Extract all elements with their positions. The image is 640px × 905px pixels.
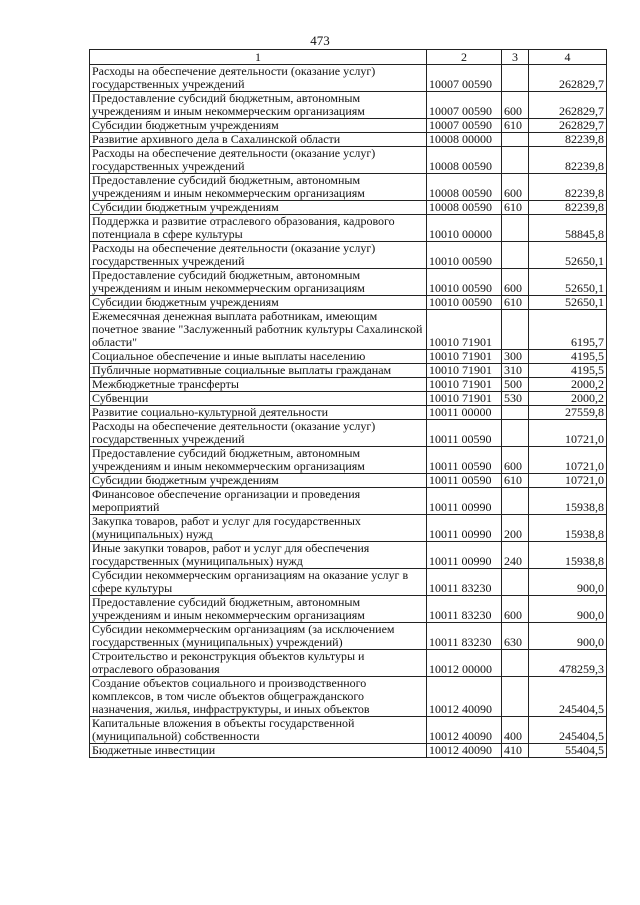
- row-type-cell: [502, 310, 529, 350]
- row-amount-cell: 82239,8: [529, 201, 607, 215]
- table-row: [90, 488, 607, 515]
- row-amount-cell: 4195,5: [529, 350, 607, 364]
- table-row: [90, 215, 607, 242]
- table-row: [90, 296, 607, 310]
- row-type-cell: 400: [502, 717, 529, 744]
- row-code-cell: 10007 00590: [427, 119, 502, 133]
- table-row: [90, 623, 607, 650]
- row-type-cell: 200: [502, 515, 529, 542]
- table-body: [90, 65, 607, 758]
- row-name-cell: Субсидии бюджетным учреждениям: [90, 119, 427, 133]
- row-type-cell: 600: [502, 269, 529, 296]
- table-row: [90, 364, 607, 378]
- row-amount-cell: 52650,1: [529, 269, 607, 296]
- row-code-cell: 10011 00000: [427, 406, 502, 420]
- row-type-cell: 410: [502, 744, 529, 758]
- header-col-1: 1: [90, 50, 427, 65]
- table-row: [90, 174, 607, 201]
- row-amount-cell: 52650,1: [529, 296, 607, 310]
- table-row: [90, 65, 607, 92]
- row-code-cell: 10010 00590: [427, 242, 502, 269]
- table-row: [90, 269, 607, 296]
- row-name-cell: Развитие социально-культурной деятельности: [90, 406, 427, 420]
- row-type-cell: [502, 488, 529, 515]
- header-col-4: 4: [529, 50, 607, 65]
- header-col-2: 2: [427, 50, 502, 65]
- row-name-cell: Межбюджетные трансферты: [90, 378, 427, 392]
- row-amount-cell: 10721,0: [529, 474, 607, 488]
- table-row: [90, 542, 607, 569]
- row-name-cell: Субсидии некоммерческим организациям на оказание услуг в сфере культуры: [90, 569, 427, 596]
- table-row: [90, 447, 607, 474]
- row-name-cell: Публичные нормативные социальные выплаты гражданам: [90, 364, 427, 378]
- row-type-cell: [502, 650, 529, 677]
- row-name-cell: Расходы на обеспечение деятельности (оказание услуг) государственных учреждений: [90, 147, 427, 174]
- row-type-cell: [502, 147, 529, 174]
- table-row: [90, 119, 607, 133]
- budget-table: [89, 49, 607, 758]
- row-name-cell: Предоставление субсидий бюджетным, автономным учреждениям и иным некоммерческим организациям: [90, 269, 427, 296]
- row-code-cell: 10010 71901: [427, 364, 502, 378]
- row-type-cell: [502, 242, 529, 269]
- row-amount-cell: 27559,8: [529, 406, 607, 420]
- row-amount-cell: 15938,8: [529, 515, 607, 542]
- row-amount-cell: 262829,7: [529, 65, 607, 92]
- row-type-cell: 610: [502, 296, 529, 310]
- row-name-cell: Финансовое обеспечение организации и проведения мероприятий: [90, 488, 427, 515]
- table-row: [90, 744, 607, 758]
- row-name-cell: Ежемесячная денежная выплата работникам, имеющим почетное звание "Заслуженный работник культуры Сахалинской области": [90, 310, 427, 350]
- row-name-cell: Бюджетные инвестиции: [90, 744, 427, 758]
- row-code-cell: 10007 00590: [427, 92, 502, 119]
- row-code-cell: 10007 00590: [427, 65, 502, 92]
- row-amount-cell: 82239,8: [529, 147, 607, 174]
- table-row: [90, 596, 607, 623]
- row-code-cell: 10012 00000: [427, 650, 502, 677]
- row-name-cell: Социальное обеспечение и иные выплаты населению: [90, 350, 427, 364]
- row-name-cell: Развитие архивного дела в Сахалинской области: [90, 133, 427, 147]
- row-type-cell: [502, 133, 529, 147]
- row-type-cell: [502, 65, 529, 92]
- row-name-cell: Субсидии бюджетным учреждениям: [90, 296, 427, 310]
- table-row: [90, 310, 607, 350]
- page-number: 473: [310, 33, 330, 48]
- table-row: [90, 677, 607, 717]
- table-row: [90, 378, 607, 392]
- row-name-cell: Субсидии некоммерческим организациям (за исключением государственных (муниципальных) учреждений): [90, 623, 427, 650]
- row-code-cell: 10010 71901: [427, 350, 502, 364]
- row-name-cell: Поддержка и развитие отраслевого образования, кадрового потенциала в сфере культуры: [90, 215, 427, 242]
- row-amount-cell: 55404,5: [529, 744, 607, 758]
- table-row: [90, 515, 607, 542]
- row-code-cell: 10010 71901: [427, 310, 502, 350]
- row-amount-cell: 900,0: [529, 623, 607, 650]
- row-amount-cell: 82239,8: [529, 174, 607, 201]
- row-name-cell: Расходы на обеспечение деятельности (оказание услуг) государственных учреждений: [90, 420, 427, 447]
- table-row: [90, 242, 607, 269]
- row-type-cell: 600: [502, 596, 529, 623]
- row-code-cell: 10011 83230: [427, 596, 502, 623]
- row-type-cell: 300: [502, 350, 529, 364]
- row-name-cell: Расходы на обеспечение деятельности (оказание услуг) государственных учреждений: [90, 65, 427, 92]
- row-type-cell: [502, 569, 529, 596]
- row-name-cell: Расходы на обеспечение деятельности (оказание услуг) государственных учреждений: [90, 242, 427, 269]
- row-code-cell: 10010 71901: [427, 392, 502, 406]
- table-row: [90, 392, 607, 406]
- row-name-cell: Предоставление субсидий бюджетным, автономным учреждениям и иным некоммерческим организациям: [90, 447, 427, 474]
- row-amount-cell: 2000,2: [529, 378, 607, 392]
- table-row: [90, 133, 607, 147]
- row-amount-cell: 15938,8: [529, 488, 607, 515]
- row-type-cell: 600: [502, 92, 529, 119]
- row-code-cell: 10010 00590: [427, 269, 502, 296]
- row-name-cell: Строительство и реконструкция объектов культуры и отраслевого образования: [90, 650, 427, 677]
- table-header: [90, 50, 607, 65]
- row-amount-cell: 10721,0: [529, 447, 607, 474]
- row-code-cell: 10011 83230: [427, 623, 502, 650]
- row-amount-cell: 478259,3: [529, 650, 607, 677]
- row-amount-cell: 15938,8: [529, 542, 607, 569]
- row-type-cell: 600: [502, 174, 529, 201]
- row-amount-cell: 245404,5: [529, 677, 607, 717]
- row-type-cell: 310: [502, 364, 529, 378]
- row-code-cell: 10011 00990: [427, 515, 502, 542]
- table-row: [90, 474, 607, 488]
- table-row: [90, 201, 607, 215]
- table-row: [90, 650, 607, 677]
- row-amount-cell: 262829,7: [529, 92, 607, 119]
- table-row: [90, 147, 607, 174]
- row-type-cell: 610: [502, 201, 529, 215]
- row-amount-cell: 10721,0: [529, 420, 607, 447]
- row-name-cell: Закупка товаров, работ и услуг для государственных (муниципальных) нужд: [90, 515, 427, 542]
- row-amount-cell: 900,0: [529, 569, 607, 596]
- row-amount-cell: 6195,7: [529, 310, 607, 350]
- row-code-cell: 10011 83230: [427, 569, 502, 596]
- table-row: [90, 350, 607, 364]
- row-code-cell: 10012 40090: [427, 717, 502, 744]
- row-code-cell: 10008 00590: [427, 174, 502, 201]
- row-type-cell: [502, 677, 529, 717]
- row-name-cell: Субсидии бюджетным учреждениям: [90, 474, 427, 488]
- row-amount-cell: 262829,7: [529, 119, 607, 133]
- row-name-cell: Субвенции: [90, 392, 427, 406]
- table-row: [90, 569, 607, 596]
- header-col-3: 3: [502, 50, 529, 65]
- row-code-cell: 10011 00990: [427, 542, 502, 569]
- row-type-cell: [502, 420, 529, 447]
- row-amount-cell: 52650,1: [529, 242, 607, 269]
- row-code-cell: 10008 00000: [427, 133, 502, 147]
- row-type-cell: 630: [502, 623, 529, 650]
- row-type-cell: [502, 406, 529, 420]
- row-type-cell: 530: [502, 392, 529, 406]
- row-type-cell: 240: [502, 542, 529, 569]
- row-amount-cell: 2000,2: [529, 392, 607, 406]
- row-code-cell: 10010 00590: [427, 296, 502, 310]
- row-type-cell: [502, 215, 529, 242]
- row-code-cell: 10010 71901: [427, 378, 502, 392]
- row-type-cell: 610: [502, 474, 529, 488]
- row-amount-cell: 900,0: [529, 596, 607, 623]
- row-name-cell: Иные закупки товаров, работ и услуг для обеспечения государственных (муниципальных) нужд: [90, 542, 427, 569]
- row-code-cell: 10011 00590: [427, 420, 502, 447]
- row-type-cell: 600: [502, 447, 529, 474]
- table-row: [90, 92, 607, 119]
- row-code-cell: 10010 00000: [427, 215, 502, 242]
- row-code-cell: 10008 00590: [427, 201, 502, 215]
- row-code-cell: 10012 40090: [427, 677, 502, 717]
- row-code-cell: 10012 40090: [427, 744, 502, 758]
- row-code-cell: 10011 00590: [427, 447, 502, 474]
- row-code-cell: 10008 00590: [427, 147, 502, 174]
- row-amount-cell: 4195,5: [529, 364, 607, 378]
- row-name-cell: Предоставление субсидий бюджетным, автономным учреждениям и иным некоммерческим организациям: [90, 92, 427, 119]
- row-amount-cell: 245404,5: [529, 717, 607, 744]
- row-name-cell: Капитальные вложения в объекты государственной (муниципальной) собственности: [90, 717, 427, 744]
- row-name-cell: Предоставление субсидий бюджетным, автономным учреждениям и иным некоммерческим организациям: [90, 174, 427, 201]
- row-type-cell: 500: [502, 378, 529, 392]
- row-name-cell: Субсидии бюджетным учреждениям: [90, 201, 427, 215]
- row-amount-cell: 58845,8: [529, 215, 607, 242]
- row-code-cell: 10011 00990: [427, 488, 502, 515]
- row-name-cell: Предоставление субсидий бюджетным, автономным учреждениям и иным некоммерческим организациям: [90, 596, 427, 623]
- row-name-cell: Создание объектов социального и производственного комплексов, в том числе объектов общегражданского назначения, жилья, инфраструктуры, и иных объектов: [90, 677, 427, 717]
- table-row: [90, 406, 607, 420]
- row-amount-cell: 82239,8: [529, 133, 607, 147]
- table-row: [90, 717, 607, 744]
- row-code-cell: 10011 00590: [427, 474, 502, 488]
- table-row: [90, 420, 607, 447]
- row-type-cell: 610: [502, 119, 529, 133]
